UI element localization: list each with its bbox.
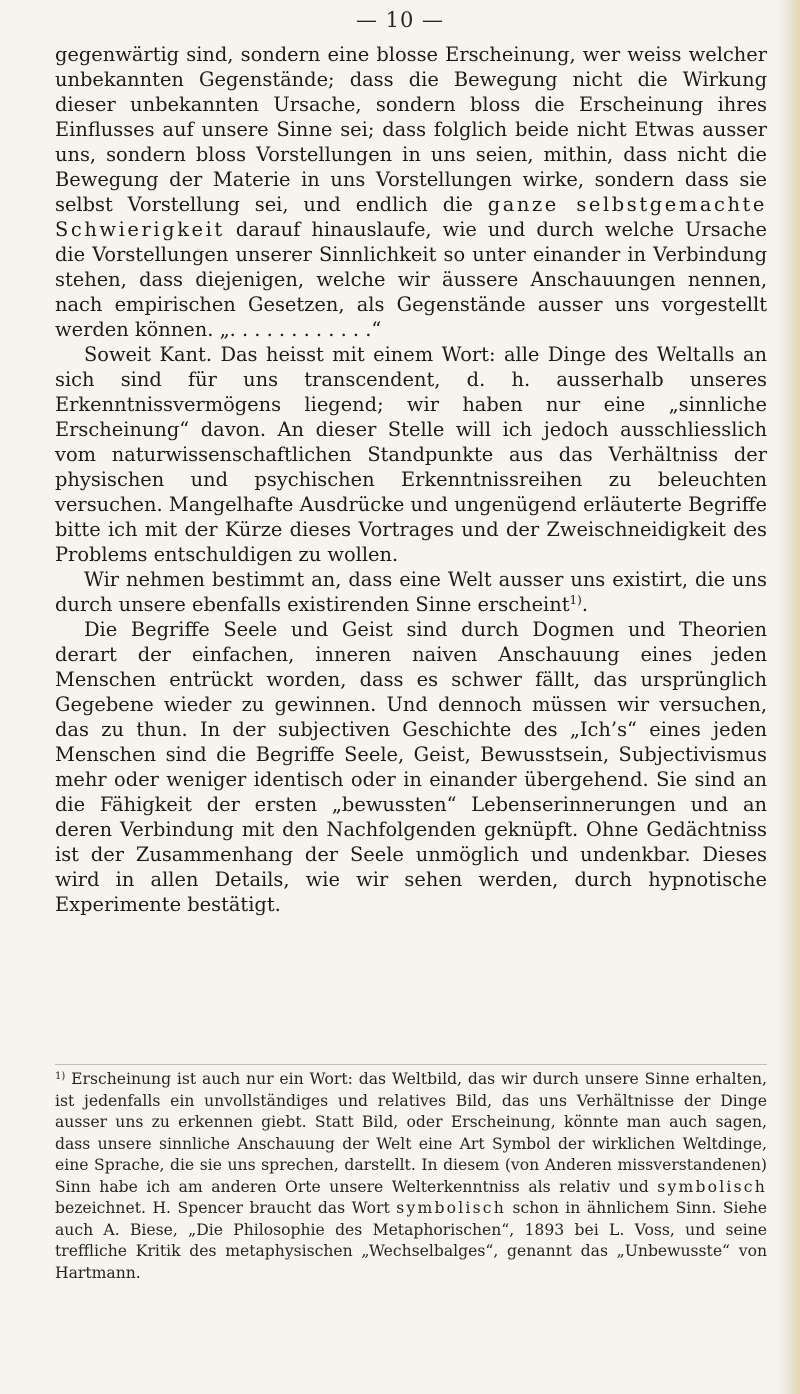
page-edge-shadow <box>778 0 800 1394</box>
paragraph-3 <box>55 567 767 617</box>
paragraph-1-end: darauf hinauslaufe, wie und durch welche Ursache die Vorstellungen unserer Sinnlichkeit so unter einander in Verbindung stehen, dass diejenigen, welche wir äussere Anschauungen nennen, nach empirischen Gesetzen, als Gegenstände ausser uns vorgestellt werden können. „. . . . . . . . . . . .“ <box>55 218 767 341</box>
paragraph-3-tail: . <box>581 593 589 616</box>
paragraph-3-text: Wir nehmen bestimmt an, dass eine Welt ausser uns existirt, die uns durch unsere ebenfalls existirenden Sinne erscheint <box>55 568 767 616</box>
page-number: — 10 — <box>355 8 445 32</box>
footnote-divider <box>55 1064 767 1065</box>
paragraph-4: Die Begriffe Seele und Geist sind durch Dogmen und Theorien derart der einfachen, inneren naiven Anschauung eines jeden Menschen entrückt worden, dass es schwer fällt, das ursprünglich Gegebene wieder zu gewinnen. Und dennoch müssen wir versuchen, das zu thun. In der subjectiven Geschichte des „Ich’s“ eines jeden Menschen sind die Begriffe Seele, Geist, Bewusstsein, Subjectivismus mehr oder weniger identisch oder in einander übergehend. Sie sind an die Fähigkeit der ersten „bewussten“ Lebenserinnerungen und an deren Verbindung mit den Nachfolgenden geknüpft. Ohne Gedächtniss ist der Zusammenhang der Seele unmöglich und undenkbar. Dieses wird in allen Details, wie wir sehen werden, durch hypnotische Experimente bestätigt. <box>55 618 767 916</box>
spaced-emphasis: ganze selbstgemachte Schwierigkeit <box>55 193 767 241</box>
footnote-text-1: Erscheinung ist auch nur ein Wort: das Weltbild, das wir durch unsere Sinne erhalten, ist jedenfalls ein unvollständiges und relatives Bild, das uns Verhältnisse der Dinge ausser uns zu erkennen giebt. Statt Bild, oder Erscheinung, könnte man auch sagen, dass unsere sinnliche Anschauung der Welt eine Art Symbol der wirklichen Weltdinge, eine Sprache, die sie uns sprechen, darstellt. In diesem (von Anderen missverstandenen) Sinn habe ich am anderen Orte unsere Welterkenntniss als relativ und <box>55 1070 767 1196</box>
footnote-text-2: bezeichnet. H. Spencer braucht das Wort <box>55 1199 397 1217</box>
footnote-reference: 1) <box>569 593 582 607</box>
footnote <box>55 1069 767 1284</box>
paragraph-1-start: gegenwärtig sind, sondern eine blosse Erscheinung, wer weiss welcher unbekannten Gegenstände; dass die Bewegung nicht die Wirkung dieser unbekannten Ursache, sondern bloss die Erscheinung ihres Einflusses auf unsere Sinne sei; dass folglich beide nicht Etwas ausser uns, sondern bloss Vorstellungen in uns seien, mithin, dass nicht die Bewegung der Materie in uns Vorstellungen wirke, sondern dass sie selbst Vorstellung sei, und endlich die <box>55 43 767 216</box>
footnote-text-3: schon in ähnlichem Sinn. Siehe auch A. Biese, „Die Philosophie des Metaphorischen“, 1893 bei L. Voss, und seine treffliche Kritik des metaphysischen „Wechselbalges“, genannt das „Unbewusste“ von Hartmann. <box>55 1199 767 1282</box>
footnote-marker: 1) <box>55 1071 66 1082</box>
main-text <box>55 42 767 917</box>
paragraph-2: Soweit Kant. Das heisst mit einem Wort: alle Dinge des Weltalls an sich sind für uns transcendent, d. h. ausserhalb unseres Erkenntnissvermögens liegend; wir haben nur eine „sinnliche Erscheinung“ davon. An dieser Stelle will ich jedoch ausschliesslich vom naturwissenschaftlichen Standpunkte aus das Verhältniss der physischen und psychischen Erkenntnissreihen zu beleuchten versuchen. Mangelhafte Ausdrücke und ungenügend erläuterte Begriffe bitte ich mit der Kürze dieses Vortrages und der Zweischneidigkeit des Problems entschuldigen zu wollen. <box>55 343 767 566</box>
footnote-spaced-1: symbolisch <box>657 1177 767 1196</box>
footnote-spaced-2: symbolisch <box>396 1199 506 1217</box>
paragraph-1 <box>55 42 767 342</box>
